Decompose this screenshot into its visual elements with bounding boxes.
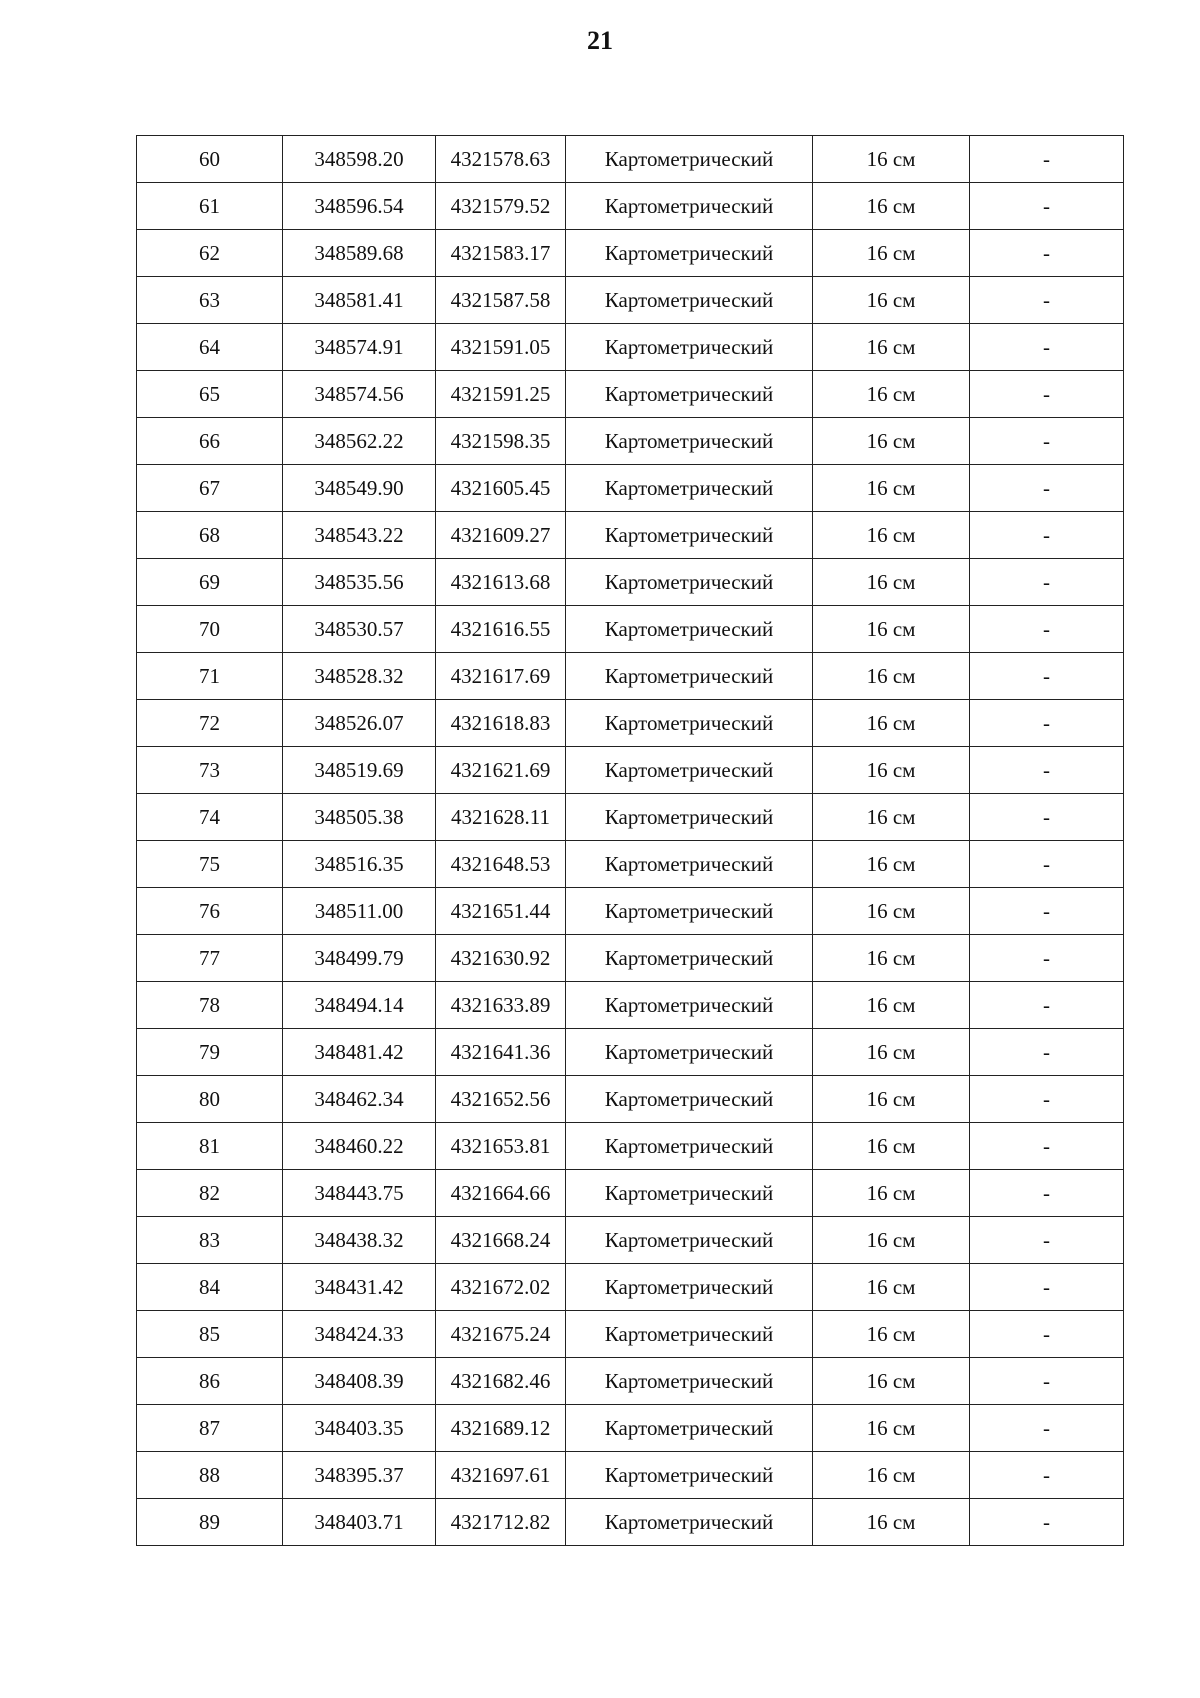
y-coordinate-cell: 4321682.46 [436,1358,566,1405]
note-cell: - [970,1170,1124,1217]
method-cell: Картометрический [566,1123,813,1170]
x-coordinate-cell: 348516.35 [283,841,436,888]
point-number-cell: 72 [137,700,283,747]
note-cell: - [970,324,1124,371]
table-row [137,465,1124,512]
table-row [137,747,1124,794]
note-cell: - [970,1029,1124,1076]
y-coordinate-cell: 4321641.36 [436,1029,566,1076]
method-cell: Картометрический [566,559,813,606]
page-number: 21 [587,26,613,55]
x-coordinate-cell: 348403.35 [283,1405,436,1452]
y-coordinate-cell: 4321579.52 [436,183,566,230]
point-number-cell: 83 [137,1217,283,1264]
note-cell: - [970,1311,1124,1358]
y-coordinate-cell: 4321675.24 [436,1311,566,1358]
x-coordinate-cell: 348438.32 [283,1217,436,1264]
x-coordinate-cell: 348574.91 [283,324,436,371]
x-coordinate-cell: 348519.69 [283,747,436,794]
coordinates-table [136,135,1124,1546]
note-cell: - [970,465,1124,512]
point-number-cell: 68 [137,512,283,559]
point-number-cell: 85 [137,1311,283,1358]
point-number-cell: 61 [137,183,283,230]
point-number-cell: 79 [137,1029,283,1076]
point-number-cell: 62 [137,230,283,277]
method-cell: Картометрический [566,747,813,794]
point-number-cell: 67 [137,465,283,512]
x-coordinate-cell: 348494.14 [283,982,436,1029]
x-coordinate-cell: 348511.00 [283,888,436,935]
accuracy-cell: 16 см [813,653,970,700]
accuracy-cell: 16 см [813,418,970,465]
method-cell: Картометрический [566,935,813,982]
accuracy-cell: 16 см [813,1170,970,1217]
point-number-cell: 63 [137,277,283,324]
table-row [137,512,1124,559]
method-cell: Картометрический [566,371,813,418]
accuracy-cell: 16 см [813,841,970,888]
y-coordinate-cell: 4321664.66 [436,1170,566,1217]
note-cell: - [970,888,1124,935]
table-row [137,700,1124,747]
table-row [137,1029,1124,1076]
method-cell: Картометрический [566,1029,813,1076]
table-row [137,841,1124,888]
method-cell: Картометрический [566,653,813,700]
point-number-cell: 84 [137,1264,283,1311]
y-coordinate-cell: 4321609.27 [436,512,566,559]
y-coordinate-cell: 4321653.81 [436,1123,566,1170]
accuracy-cell: 16 см [813,606,970,653]
table-row [137,1264,1124,1311]
method-cell: Картометрический [566,888,813,935]
x-coordinate-cell: 348596.54 [283,183,436,230]
x-coordinate-cell: 348431.42 [283,1264,436,1311]
note-cell: - [970,1452,1124,1499]
table-row [137,888,1124,935]
note-cell: - [970,418,1124,465]
x-coordinate-cell: 348549.90 [283,465,436,512]
x-coordinate-cell: 348424.33 [283,1311,436,1358]
table-row [137,371,1124,418]
y-coordinate-cell: 4321668.24 [436,1217,566,1264]
accuracy-cell: 16 см [813,230,970,277]
note-cell: - [970,606,1124,653]
x-coordinate-cell: 348574.56 [283,371,436,418]
point-number-cell: 69 [137,559,283,606]
note-cell: - [970,982,1124,1029]
point-number-cell: 82 [137,1170,283,1217]
point-number-cell: 76 [137,888,283,935]
table-row [137,1123,1124,1170]
y-coordinate-cell: 4321605.45 [436,465,566,512]
accuracy-cell: 16 см [813,1499,970,1546]
accuracy-cell: 16 см [813,559,970,606]
method-cell: Картометрический [566,1358,813,1405]
note-cell: - [970,230,1124,277]
note-cell: - [970,136,1124,183]
y-coordinate-cell: 4321633.89 [436,982,566,1029]
method-cell: Картометрический [566,1264,813,1311]
table-row [137,1405,1124,1452]
point-number-cell: 75 [137,841,283,888]
point-number-cell: 70 [137,606,283,653]
method-cell: Картометрический [566,512,813,559]
point-number-cell: 80 [137,1076,283,1123]
accuracy-cell: 16 см [813,1358,970,1405]
method-cell: Картометрический [566,465,813,512]
accuracy-cell: 16 см [813,982,970,1029]
x-coordinate-cell: 348403.71 [283,1499,436,1546]
method-cell: Картометрический [566,277,813,324]
point-number-cell: 81 [137,1123,283,1170]
point-number-cell: 74 [137,794,283,841]
y-coordinate-cell: 4321617.69 [436,653,566,700]
note-cell: - [970,935,1124,982]
method-cell: Картометрический [566,183,813,230]
x-coordinate-cell: 348543.22 [283,512,436,559]
accuracy-cell: 16 см [813,277,970,324]
note-cell: - [970,1123,1124,1170]
table-row [137,1217,1124,1264]
y-coordinate-cell: 4321652.56 [436,1076,566,1123]
y-coordinate-cell: 4321598.35 [436,418,566,465]
table-row [137,183,1124,230]
accuracy-cell: 16 см [813,700,970,747]
note-cell: - [970,841,1124,888]
point-number-cell: 77 [137,935,283,982]
accuracy-cell: 16 см [813,136,970,183]
accuracy-cell: 16 см [813,1217,970,1264]
y-coordinate-cell: 4321689.12 [436,1405,566,1452]
table-row [137,1170,1124,1217]
table-row [137,1499,1124,1546]
note-cell: - [970,512,1124,559]
accuracy-cell: 16 см [813,1029,970,1076]
accuracy-cell: 16 см [813,371,970,418]
table-row [137,418,1124,465]
table-row [137,794,1124,841]
accuracy-cell: 16 см [813,1405,970,1452]
point-number-cell: 64 [137,324,283,371]
table-row [137,653,1124,700]
point-number-cell: 65 [137,371,283,418]
x-coordinate-cell: 348462.34 [283,1076,436,1123]
y-coordinate-cell: 4321618.83 [436,700,566,747]
table-row [137,606,1124,653]
point-number-cell: 88 [137,1452,283,1499]
y-coordinate-cell: 4321697.61 [436,1452,566,1499]
y-coordinate-cell: 4321613.68 [436,559,566,606]
table-row [137,1452,1124,1499]
method-cell: Картометрический [566,841,813,888]
y-coordinate-cell: 4321630.92 [436,935,566,982]
x-coordinate-cell: 348530.57 [283,606,436,653]
method-cell: Картометрический [566,982,813,1029]
accuracy-cell: 16 см [813,1076,970,1123]
note-cell: - [970,1076,1124,1123]
method-cell: Картометрический [566,1499,813,1546]
method-cell: Картометрический [566,1405,813,1452]
x-coordinate-cell: 348528.32 [283,653,436,700]
y-coordinate-cell: 4321587.58 [436,277,566,324]
table-row [137,230,1124,277]
method-cell: Картометрический [566,1311,813,1358]
accuracy-cell: 16 см [813,1452,970,1499]
table-row [137,1076,1124,1123]
x-coordinate-cell: 348499.79 [283,935,436,982]
note-cell: - [970,747,1124,794]
note-cell: - [970,794,1124,841]
method-cell: Картометрический [566,418,813,465]
method-cell: Картометрический [566,700,813,747]
point-number-cell: 87 [137,1405,283,1452]
x-coordinate-cell: 348526.07 [283,700,436,747]
x-coordinate-cell: 348589.68 [283,230,436,277]
x-coordinate-cell: 348481.42 [283,1029,436,1076]
point-number-cell: 71 [137,653,283,700]
x-coordinate-cell: 348395.37 [283,1452,436,1499]
note-cell: - [970,1358,1124,1405]
point-number-cell: 73 [137,747,283,794]
point-number-cell: 60 [137,136,283,183]
note-cell: - [970,1217,1124,1264]
method-cell: Картометрический [566,230,813,277]
accuracy-cell: 16 см [813,324,970,371]
y-coordinate-cell: 4321616.55 [436,606,566,653]
accuracy-cell: 16 см [813,935,970,982]
table-row [137,559,1124,606]
accuracy-cell: 16 см [813,512,970,559]
note-cell: - [970,700,1124,747]
accuracy-cell: 16 см [813,465,970,512]
method-cell: Картометрический [566,324,813,371]
note-cell: - [970,653,1124,700]
y-coordinate-cell: 4321591.05 [436,324,566,371]
y-coordinate-cell: 4321628.11 [436,794,566,841]
note-cell: - [970,1264,1124,1311]
table-row [137,277,1124,324]
x-coordinate-cell: 348408.39 [283,1358,436,1405]
table-row [137,324,1124,371]
note-cell: - [970,559,1124,606]
y-coordinate-cell: 4321578.63 [436,136,566,183]
note-cell: - [970,371,1124,418]
coordinates-table-body [137,136,1124,1546]
table-row [137,1358,1124,1405]
note-cell: - [970,183,1124,230]
note-cell: - [970,1405,1124,1452]
accuracy-cell: 16 см [813,747,970,794]
table-row [137,136,1124,183]
point-number-cell: 86 [137,1358,283,1405]
accuracy-cell: 16 см [813,794,970,841]
method-cell: Картометрический [566,606,813,653]
x-coordinate-cell: 348562.22 [283,418,436,465]
accuracy-cell: 16 см [813,183,970,230]
x-coordinate-cell: 348460.22 [283,1123,436,1170]
accuracy-cell: 16 см [813,1264,970,1311]
point-number-cell: 78 [137,982,283,1029]
y-coordinate-cell: 4321591.25 [436,371,566,418]
method-cell: Картометрический [566,1076,813,1123]
x-coordinate-cell: 348443.75 [283,1170,436,1217]
point-number-cell: 66 [137,418,283,465]
note-cell: - [970,277,1124,324]
y-coordinate-cell: 4321712.82 [436,1499,566,1546]
x-coordinate-cell: 348505.38 [283,794,436,841]
x-coordinate-cell: 348598.20 [283,136,436,183]
note-cell: - [970,1499,1124,1546]
table-row [137,982,1124,1029]
accuracy-cell: 16 см [813,1311,970,1358]
method-cell: Картометрический [566,1217,813,1264]
accuracy-cell: 16 см [813,1123,970,1170]
point-number-cell: 89 [137,1499,283,1546]
method-cell: Картометрический [566,1170,813,1217]
method-cell: Картометрический [566,136,813,183]
y-coordinate-cell: 4321621.69 [436,747,566,794]
y-coordinate-cell: 4321648.53 [436,841,566,888]
x-coordinate-cell: 348535.56 [283,559,436,606]
method-cell: Картометрический [566,794,813,841]
table-row [137,1311,1124,1358]
x-coordinate-cell: 348581.41 [283,277,436,324]
method-cell: Картометрический [566,1452,813,1499]
y-coordinate-cell: 4321651.44 [436,888,566,935]
y-coordinate-cell: 4321672.02 [436,1264,566,1311]
y-coordinate-cell: 4321583.17 [436,230,566,277]
table-row [137,935,1124,982]
accuracy-cell: 16 см [813,888,970,935]
